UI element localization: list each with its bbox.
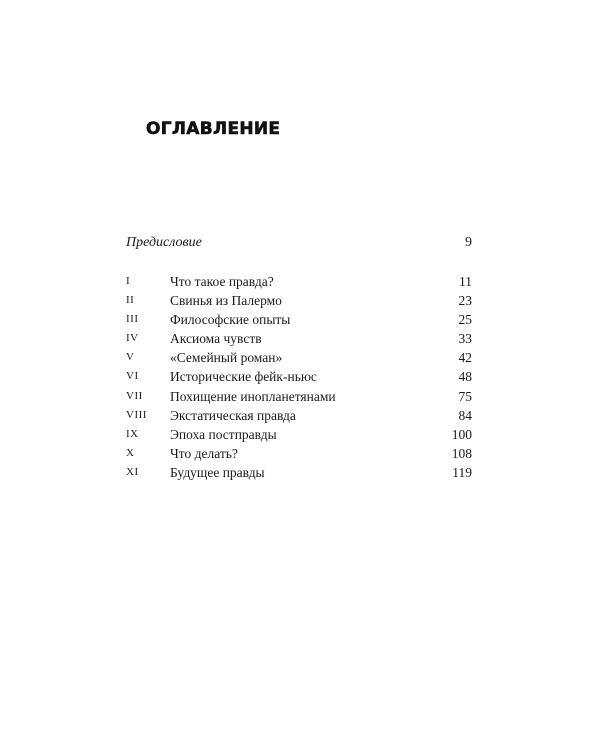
chapter-page-number: 48 bbox=[458, 369, 472, 385]
chapter-page-number: 42 bbox=[458, 350, 472, 366]
preface-page-number: 9 bbox=[465, 235, 472, 250]
page-title: ОГЛАВЛЕНИЕ bbox=[146, 119, 281, 139]
chapter-numeral: III bbox=[126, 313, 139, 326]
toc-entry-chapter-3[interactable] bbox=[126, 310, 472, 329]
toc-entry-chapter-8[interactable] bbox=[126, 406, 472, 425]
chapter-page-number: 11 bbox=[459, 274, 472, 289]
chapter-title: Похищение инопланетянами bbox=[170, 388, 336, 404]
toc-entry-chapter-1[interactable] bbox=[126, 272, 472, 291]
chapter-page-number: 84 bbox=[458, 407, 472, 423]
toc-entry-chapter-2[interactable] bbox=[126, 291, 472, 310]
chapter-title: Экстатическая правда bbox=[170, 407, 296, 423]
chapter-title: Что делать? bbox=[170, 445, 238, 461]
chapter-page-number: 108 bbox=[451, 445, 472, 461]
toc-entry-chapter-6[interactable] bbox=[126, 367, 472, 386]
chapter-numeral: VII bbox=[126, 389, 143, 402]
toc-chapter-list bbox=[126, 272, 472, 482]
toc-entry-chapter-4[interactable] bbox=[126, 329, 472, 348]
chapter-title: Философские опыты bbox=[170, 312, 291, 328]
chapter-page-number: 119 bbox=[452, 464, 472, 480]
chapter-numeral: X bbox=[126, 446, 135, 459]
chapter-title: Эпоха постправды bbox=[170, 426, 277, 442]
chapter-numeral: XI bbox=[126, 465, 139, 478]
chapter-numeral: I bbox=[126, 275, 131, 287]
chapter-numeral: IX bbox=[126, 427, 139, 440]
toc-entry-chapter-9[interactable] bbox=[126, 425, 472, 444]
chapter-page-number: 23 bbox=[458, 293, 472, 309]
toc-entry-chapter-10[interactable] bbox=[126, 444, 472, 463]
toc-entry-chapter-11[interactable] bbox=[126, 463, 472, 482]
chapter-title: Что такое правда? bbox=[170, 274, 274, 289]
toc-entry-chapter-5[interactable] bbox=[126, 348, 472, 367]
chapter-title: Исторические фейк-ньюс bbox=[170, 369, 317, 385]
chapter-page-number: 100 bbox=[451, 426, 472, 442]
chapter-page-number: 33 bbox=[458, 331, 472, 347]
chapter-numeral: V bbox=[126, 351, 135, 364]
chapter-numeral: VIII bbox=[126, 408, 147, 421]
toc-preface-entry[interactable] bbox=[126, 234, 472, 252]
chapter-numeral: II bbox=[126, 294, 135, 307]
chapter-title: «Семейный роман» bbox=[170, 350, 283, 366]
chapter-title: Аксиома чувств bbox=[170, 331, 262, 347]
preface-title: Предисловие bbox=[126, 235, 202, 250]
chapter-page-number: 25 bbox=[458, 312, 472, 328]
chapter-page-number: 75 bbox=[458, 388, 472, 404]
chapter-title: Будущее правды bbox=[170, 464, 265, 480]
chapter-numeral: IV bbox=[126, 332, 139, 345]
toc-entry-chapter-7[interactable] bbox=[126, 387, 472, 406]
chapter-numeral: VI bbox=[126, 370, 139, 383]
chapter-title: Свинья из Палермо bbox=[170, 293, 282, 309]
